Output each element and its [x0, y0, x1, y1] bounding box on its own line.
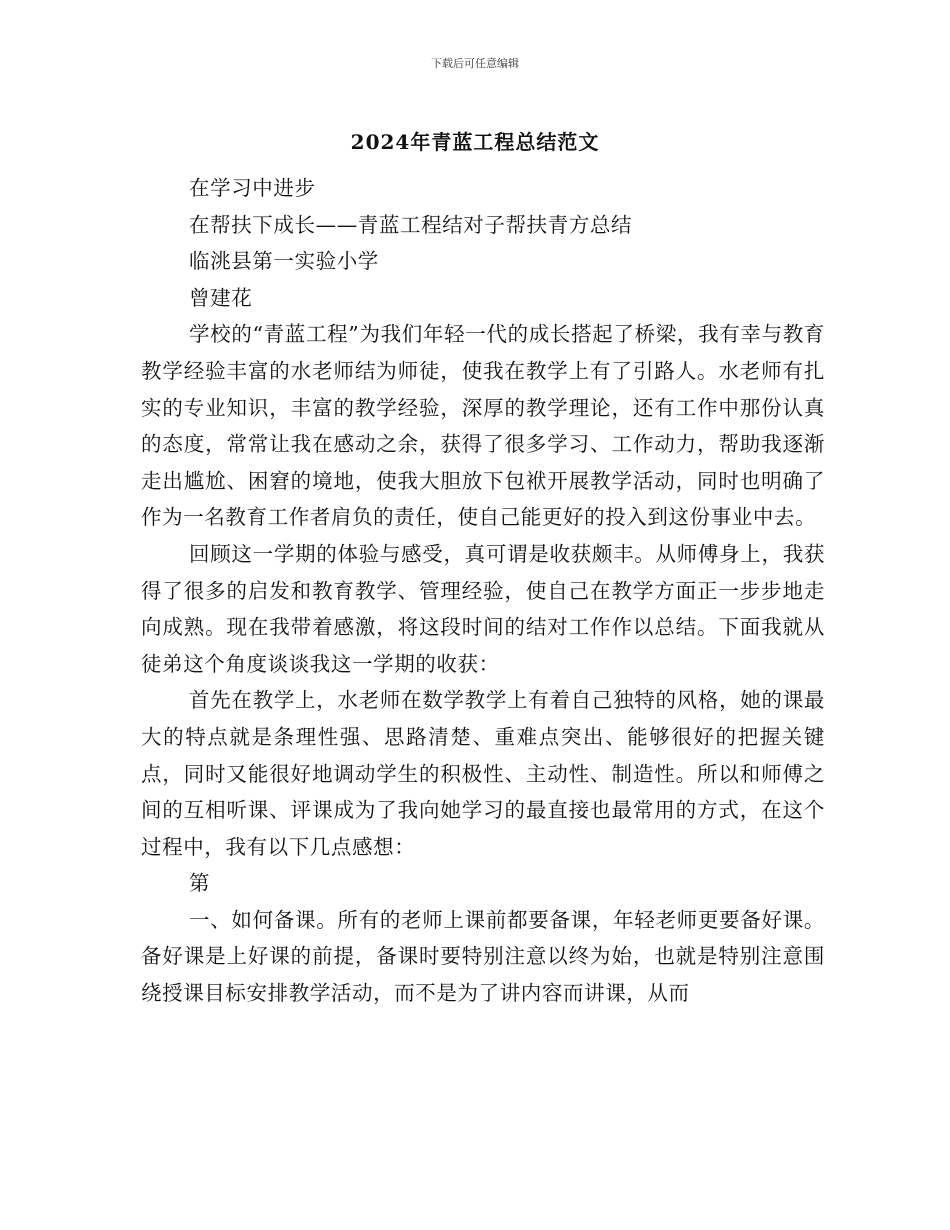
body-paragraph: 一、如何备课。所有的老师上课前都要备课，年轻老师更要备好课。备好课是上好课的前提，备课时要特别注意以终为始，也就是特别注意围绕授课目标安排教学活动，而不是为了讲内容而讲课，从而: [141, 907, 825, 1006]
body-paragraph: 学校的“青蓝工程”为我们年轻一代的成长搭起了桥梁，我有幸与教育教学经验丰富的水老师结为师徒，使我在教学上有了引路人。水老师有扎实的专业知识，丰富的教学经验，深厚的教学理论，还有工作中那份认真的态度，常常让我在感动之余，获得了很多学习、工作动力，帮助我逐渐走出尴尬、困窘的境地，使我大胆放下包袱开展教学活动，同时也明确了作为一名教育工作者肩负的责任，使自己能更好的投入到这份事业中去。: [141, 322, 825, 530]
body-paragraph: 第: [189, 871, 211, 896]
school-name: 临洮县第一实验小学: [189, 249, 379, 274]
body-paragraph: 首先在教学上，水老师在数学教学上有着自己独特的风格，她的课最大的特点就是条理性强、思路清楚、重难点突出、能够很好的把握关键点，同时又能很好地调动学生的积极性、主动性、制造性。所以和师傅之间的互相听课、评课成为了我向她学习的最直接也最常用的方式，在这个过程中，我有以下几点感想：: [141, 688, 825, 859]
document-body: [141, 170, 825, 1012]
subtitle-line-1: 在学习中进步: [189, 176, 316, 200]
subtitle-line-2: 在帮扶下成长——青蓝工程结对子帮扶青方总结: [189, 212, 633, 237]
body-paragraph: 回顾这一学期的体验与感受，真可谓是收获颇丰。从师傅身上，我获得了很多的启发和教育教学、管理经验，使自己在教学方面正一步步地走向成熟。现在我带着感激，将这段时间的结对工作作以总结。下面我就从徒弟这个角度谈谈我这一学期的收获：: [141, 541, 825, 676]
author-name: 曾建花: [189, 285, 253, 310]
document-title: 2024年青蓝工程总结范文: [350, 130, 600, 154]
header-note: 下载后可任意编辑: [431, 57, 519, 70]
